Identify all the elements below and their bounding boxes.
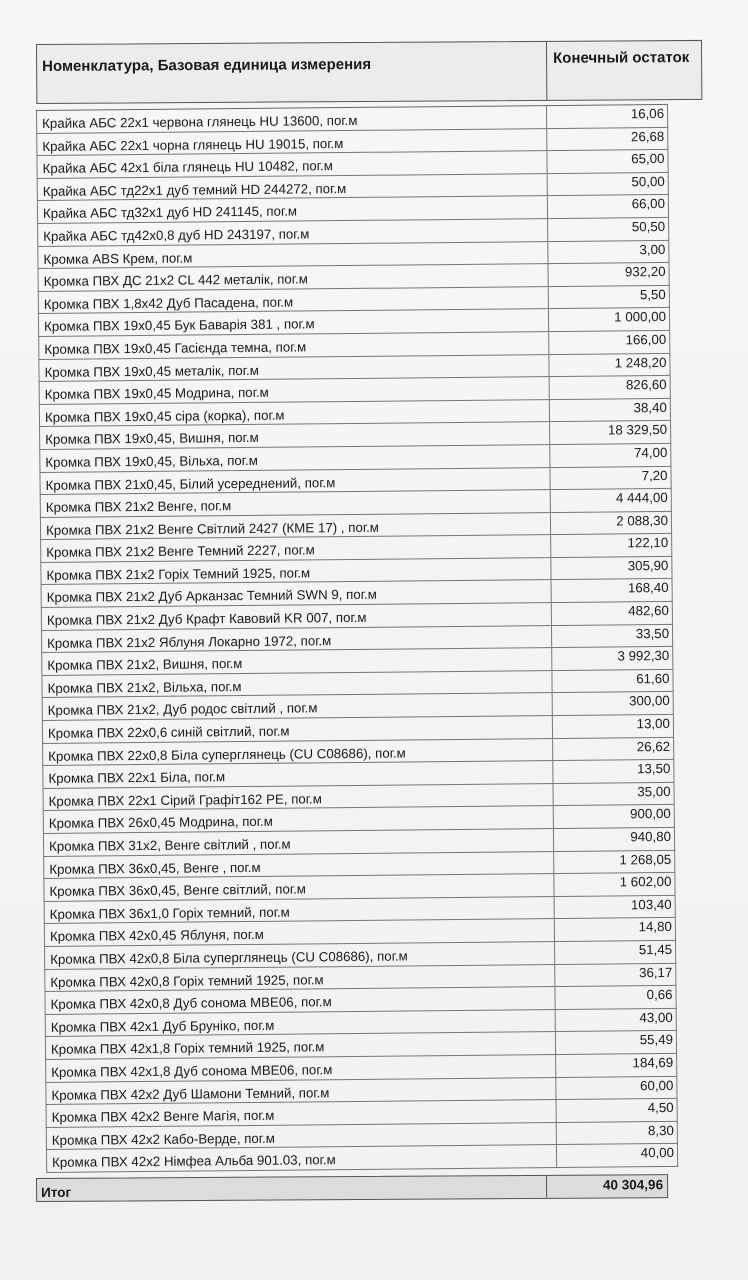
row-name: Кромка ПВХ 22х0,8 Біла суперглянець (CU C08686), пог.м xyxy=(43,739,553,765)
table-row xyxy=(46,1144,678,1173)
row-value: 7,20 xyxy=(641,467,668,483)
table-header xyxy=(36,40,702,104)
row-name: Кромка ПВХ 21х0,45, Білий усереднений, пог.м xyxy=(40,468,550,494)
row-name: Кромка ПВХ 19х0,45 металік, пог.м xyxy=(39,355,549,381)
row-value: 3 992,30 xyxy=(617,648,670,664)
total-label: Итог xyxy=(37,1176,547,1201)
total-value: 40 304,96 xyxy=(602,1177,664,1193)
row-name: Кромка ПВХ 36х0,45, Венге , пог.м xyxy=(44,852,554,878)
row-name: Кромка ПВХ 22х0,6 синій світлий, пог.м xyxy=(43,716,553,742)
row-name: Кромка ПВХ 31х2, Венге світлий , пог.м xyxy=(44,829,554,855)
row-name: Крайка АБС тд42х0,8 дуб HD 243197, пог.м xyxy=(38,219,548,245)
row-value: 60,00 xyxy=(640,1077,674,1093)
row-value: 38,40 xyxy=(633,399,667,415)
row-name: Кромка ПВХ 22х1 Біла, пог.м xyxy=(43,761,553,787)
row-value: 1 602,00 xyxy=(619,874,672,890)
row-name: Кромка ПВХ 21х2 Горіх Темний 1925, пог.м xyxy=(41,558,551,584)
row-value: 43,00 xyxy=(639,1009,673,1025)
row-value: 8,30 xyxy=(647,1122,674,1138)
row-value: 4,50 xyxy=(647,1100,674,1116)
row-name: Крайка АБС 22х1 чорна глянець HU 19015, пог.м xyxy=(37,129,547,155)
row-name: Кромка ПВХ 21х2, Вишня, пог.м xyxy=(42,648,552,674)
row-name: Кромка ПВХ 42х1,8 Дуб сонома МВЕ06, пог.м xyxy=(46,1055,556,1081)
row-value: 300,00 xyxy=(628,693,670,709)
row-name: Кромка ПВХ 21х2 Венге, пог.м xyxy=(41,490,551,516)
row-name: Кромка ПВХ 42х1,8 Горіх темний 1925, пог.м xyxy=(46,1032,556,1058)
row-name: Крайка АБС тд32х1 дуб HD 241145, пог.м xyxy=(38,196,548,222)
row-value: 103,40 xyxy=(630,896,672,913)
row-name: Кромка ПВХ 19х0,45 Гасієнда темна, пог.м xyxy=(39,332,549,358)
row-name: Кромка ПВХ 42х2 Німфеа Альба 901.03, пог.м xyxy=(47,1145,557,1171)
row-name: Кромка ПВХ 36х0,45, Венге світлий, пог.м xyxy=(44,874,554,900)
row-value: 74,00 xyxy=(633,444,668,461)
row-name: Кромка ПВХ 1,8х42 Дуб Пасадена, пог.м xyxy=(39,287,549,313)
row-name: Кромка ПВХ 42х1 Дуб Бруніко, пог.м xyxy=(46,1010,556,1036)
row-value: 305,90 xyxy=(627,557,669,574)
row-value: 50,50 xyxy=(631,218,666,235)
row-value: 14,80 xyxy=(638,919,672,935)
row-name: Кромка ПВХ 19х0,45 сіра (корка), пог.м xyxy=(40,400,550,426)
header-value-column: Конечный остаток xyxy=(553,49,690,67)
row-name: Кромка ПВХ 42х0,8 Дуб сонома МВЕ06, пог.м xyxy=(45,987,555,1013)
row-value: 0,66 xyxy=(646,987,673,1003)
row-name: Кромка ПВХ 21х2 Дуб Арканзас Темний SWN 9, пог.м xyxy=(42,581,552,607)
row-name: Кромка ПВХ 19х0,45, Вільха, пог.м xyxy=(40,445,550,471)
row-value: 55,49 xyxy=(639,1032,674,1048)
row-value: 1 248,20 xyxy=(614,354,667,370)
row-value: 940,80 xyxy=(630,828,672,845)
inventory-table xyxy=(36,104,678,1173)
row-value: 4 444,00 xyxy=(615,490,668,506)
row-name: Кромка ПВХ 21х2, Дуб родос світлий , пог.м xyxy=(43,694,553,720)
row-value: 36,17 xyxy=(638,964,673,980)
row-value: 122,10 xyxy=(627,535,669,551)
row-value: 66,00 xyxy=(631,196,666,212)
row-value: 61,60 xyxy=(636,670,670,687)
row-value: 40,00 xyxy=(640,1145,675,1161)
row-name: Кромка ПВХ 42х2 Венге Магія, пог.м xyxy=(47,1100,557,1126)
row-value: 13,00 xyxy=(636,715,670,732)
row-value: 1 000,00 xyxy=(614,309,667,325)
row-value: 65,00 xyxy=(631,151,665,167)
row-name: Кромка ПВХ 42х2 Кабо-Верде, пог.м xyxy=(47,1123,557,1149)
row-value: 51,45 xyxy=(638,941,673,958)
row-value: 35,00 xyxy=(637,783,671,800)
row-value: 166,00 xyxy=(625,331,667,348)
row-name: Крайка АБС тд22х1 дуб темний HD 244272, пог.м xyxy=(38,174,548,200)
row-value: 26,62 xyxy=(636,738,671,754)
row-value: 932,20 xyxy=(624,264,666,280)
row-name: Кромка ПВХ 42х2 Дуб Шамони Темний, пог.м xyxy=(46,1078,556,1104)
row-value: 18 329,50 xyxy=(607,422,668,438)
row-name: Крайка АБС 22х1 червона глянець HU 13600, пог.м xyxy=(37,106,547,132)
row-name: Кромка ПВХ 21х2 Яблуня Локарно 1972, пог.м xyxy=(42,626,552,652)
row-name: Кромка ПВХ 22х1 Сірий Графіт162 РЕ, пог.м xyxy=(44,784,554,810)
row-name: Кромка ПВХ 21х2 Дуб Крафт Кавовий KR 007, пог.м xyxy=(42,603,552,629)
row-value: 33,50 xyxy=(635,625,670,641)
row-name: Кромка ПВХ 36х1,0 Горіх темний, пог.м xyxy=(45,897,555,923)
row-value: 2 088,30 xyxy=(616,512,669,529)
row-value: 168,40 xyxy=(627,580,669,596)
row-value: 5,50 xyxy=(639,286,666,302)
row-name: Кромка ПВХ 21х2 Венге Темний 2227, пог.м xyxy=(41,535,551,561)
row-value: 16,06 xyxy=(630,105,665,122)
total-row xyxy=(36,1174,668,1202)
row-name: Крайка АБС 42х1 біла глянець HU 10482, пог.м xyxy=(37,151,547,177)
row-value: 482,60 xyxy=(628,603,669,619)
row-name: Кромка ПВХ 42х0,8 Біла суперглянець (CU C08686), пог.м xyxy=(45,942,555,968)
row-name: Кромка ПВХ 19х0,45 Модрина, пог.м xyxy=(40,377,550,403)
row-value: 50,00 xyxy=(631,173,665,190)
row-value: 3,00 xyxy=(639,241,666,257)
row-name: Кромка ПВХ 21х2, Вільха, пог.м xyxy=(42,671,552,697)
row-name: Кромка ПВХ ДС 21х2 CL 442 металік, пог.м xyxy=(39,264,549,290)
row-name: Кромка ПВХ 42х0,45 Яблуня, пог.м xyxy=(45,919,555,945)
row-value: 184,69 xyxy=(632,1054,674,1071)
row-value: 900,00 xyxy=(630,806,671,822)
row-name: Кромка ABS Крем, пог.м xyxy=(38,242,548,268)
header-name-column: Номенклатура, Базовая единица измерения xyxy=(37,42,547,103)
row-name: Кромка ПВХ 21х2 Венге Світлий 2427 (КМЕ 17) , пог.м xyxy=(41,513,551,539)
row-value: 26,68 xyxy=(630,128,665,144)
row-name: Кромка ПВХ 19х0,45 Бук Баварія 381 , пог.м xyxy=(39,309,549,335)
row-name: Кромка ПВХ 26х0,45 Модрина, пог.м xyxy=(44,806,554,832)
row-name: Кромка ПВХ 42х0,8 Горіх темний 1925, пог.м xyxy=(45,965,555,991)
row-value: 1 268,05 xyxy=(619,851,672,868)
row-value: 13,50 xyxy=(637,761,671,777)
row-value: 826,60 xyxy=(625,377,667,393)
row-name: Кромка ПВХ 19х0,45, Вишня, пог.м xyxy=(40,422,550,448)
